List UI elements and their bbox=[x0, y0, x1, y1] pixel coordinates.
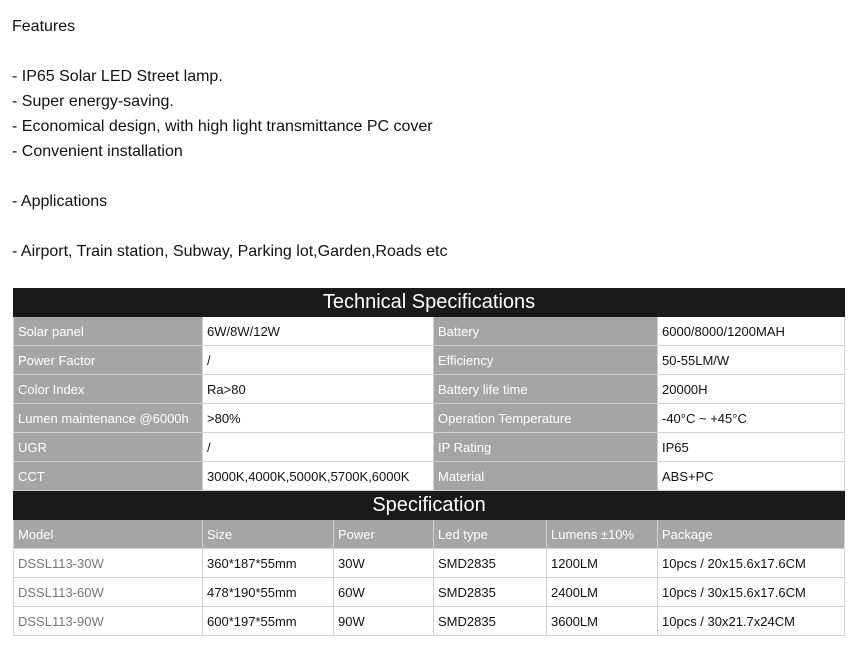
tech-spec-row bbox=[14, 375, 845, 404]
feature-item: - Super energy-saving. bbox=[12, 93, 174, 110]
applications-heading: - Applications bbox=[12, 193, 108, 210]
spec-label: UGR bbox=[14, 433, 203, 462]
tech-spec-row bbox=[14, 433, 845, 462]
spec-value: IP65 bbox=[658, 433, 845, 462]
table-cell: 3600LM bbox=[547, 607, 658, 636]
spec-label: Color Index bbox=[14, 375, 203, 404]
features-heading: Features bbox=[12, 18, 76, 35]
tech-spec-row bbox=[14, 346, 845, 375]
tech-spec-title-row bbox=[14, 289, 845, 317]
table-cell: SMD2835 bbox=[434, 607, 547, 636]
spec-label: Battery bbox=[434, 317, 658, 346]
column-header: Led type bbox=[434, 520, 547, 549]
feature-item: - Convenient installation bbox=[12, 143, 183, 160]
table-cell: 10pcs / 30x21.7x24CM bbox=[658, 607, 845, 636]
table-row bbox=[14, 549, 845, 578]
spec-header-row bbox=[14, 520, 845, 549]
model-cell: DSSL113-30W bbox=[14, 549, 203, 578]
column-header: Lumens ±10% bbox=[547, 520, 658, 549]
spec-title-row bbox=[14, 492, 845, 520]
table-row bbox=[14, 578, 845, 607]
tech-spec-title: Technical Specifications bbox=[14, 289, 845, 317]
table-cell: 60W bbox=[334, 578, 434, 607]
tech-spec-row bbox=[14, 404, 845, 433]
table-row bbox=[14, 607, 845, 636]
spec-value: ABS+PC bbox=[658, 462, 845, 491]
column-header: Package bbox=[658, 520, 845, 549]
spec-value: 3000K,4000K,5000K,5700K,6000K bbox=[203, 462, 434, 491]
table-cell: 90W bbox=[334, 607, 434, 636]
tech-spec-table bbox=[13, 288, 845, 491]
spec-value: 20000H bbox=[658, 375, 845, 404]
tech-spec-row bbox=[14, 317, 845, 346]
spec-label: Lumen maintenance @6000h bbox=[14, 404, 203, 433]
table-cell: SMD2835 bbox=[434, 549, 547, 578]
spec-value: 6W/8W/12W bbox=[203, 317, 434, 346]
column-header: Model bbox=[14, 520, 203, 549]
feature-item: - IP65 Solar LED Street lamp. bbox=[12, 68, 223, 85]
model-cell: DSSL113-60W bbox=[14, 578, 203, 607]
table-cell: 360*187*55mm bbox=[203, 549, 334, 578]
table-cell: 1200LM bbox=[547, 549, 658, 578]
tech-spec-body bbox=[14, 317, 845, 491]
spec-value: -40°C ~ +45°C bbox=[658, 404, 845, 433]
spec-label: Battery life time bbox=[434, 375, 658, 404]
feature-item: - Economical design, with high light transmittance PC cover bbox=[12, 118, 433, 135]
spec-value: Ra>80 bbox=[203, 375, 434, 404]
spec-label: Material bbox=[434, 462, 658, 491]
table-cell: 30W bbox=[334, 549, 434, 578]
table-cell: 10pcs / 30x15.6x17.6CM bbox=[658, 578, 845, 607]
column-header: Power bbox=[334, 520, 434, 549]
spec-label: Efficiency bbox=[434, 346, 658, 375]
table-cell: 10pcs / 20x15.6x17.6CM bbox=[658, 549, 845, 578]
applications-text: - Airport, Train station, Subway, Parking lot,Garden,Roads etc bbox=[12, 243, 448, 260]
model-cell: DSSL113-90W bbox=[14, 607, 203, 636]
table-cell: 600*197*55mm bbox=[203, 607, 334, 636]
spec-title: Specification bbox=[14, 492, 845, 520]
spec-value: >80% bbox=[203, 404, 434, 433]
tech-spec-row bbox=[14, 462, 845, 491]
spec-label: CCT bbox=[14, 462, 203, 491]
spec-body bbox=[14, 520, 845, 636]
spec-label: Solar panel bbox=[14, 317, 203, 346]
spec-value: / bbox=[203, 346, 434, 375]
spec-value: 50-55LM/W bbox=[658, 346, 845, 375]
spec-value: / bbox=[203, 433, 434, 462]
table-cell: 2400LM bbox=[547, 578, 658, 607]
table-cell: SMD2835 bbox=[434, 578, 547, 607]
spec-label: Operation Temperature bbox=[434, 404, 658, 433]
spec-table bbox=[13, 491, 845, 636]
column-header: Size bbox=[203, 520, 334, 549]
spec-tables bbox=[13, 288, 844, 636]
spec-label: IP Rating bbox=[434, 433, 658, 462]
spec-label: Power Factor bbox=[14, 346, 203, 375]
spec-value: 6000/8000/1200MAH bbox=[658, 317, 845, 346]
table-cell: 478*190*55mm bbox=[203, 578, 334, 607]
